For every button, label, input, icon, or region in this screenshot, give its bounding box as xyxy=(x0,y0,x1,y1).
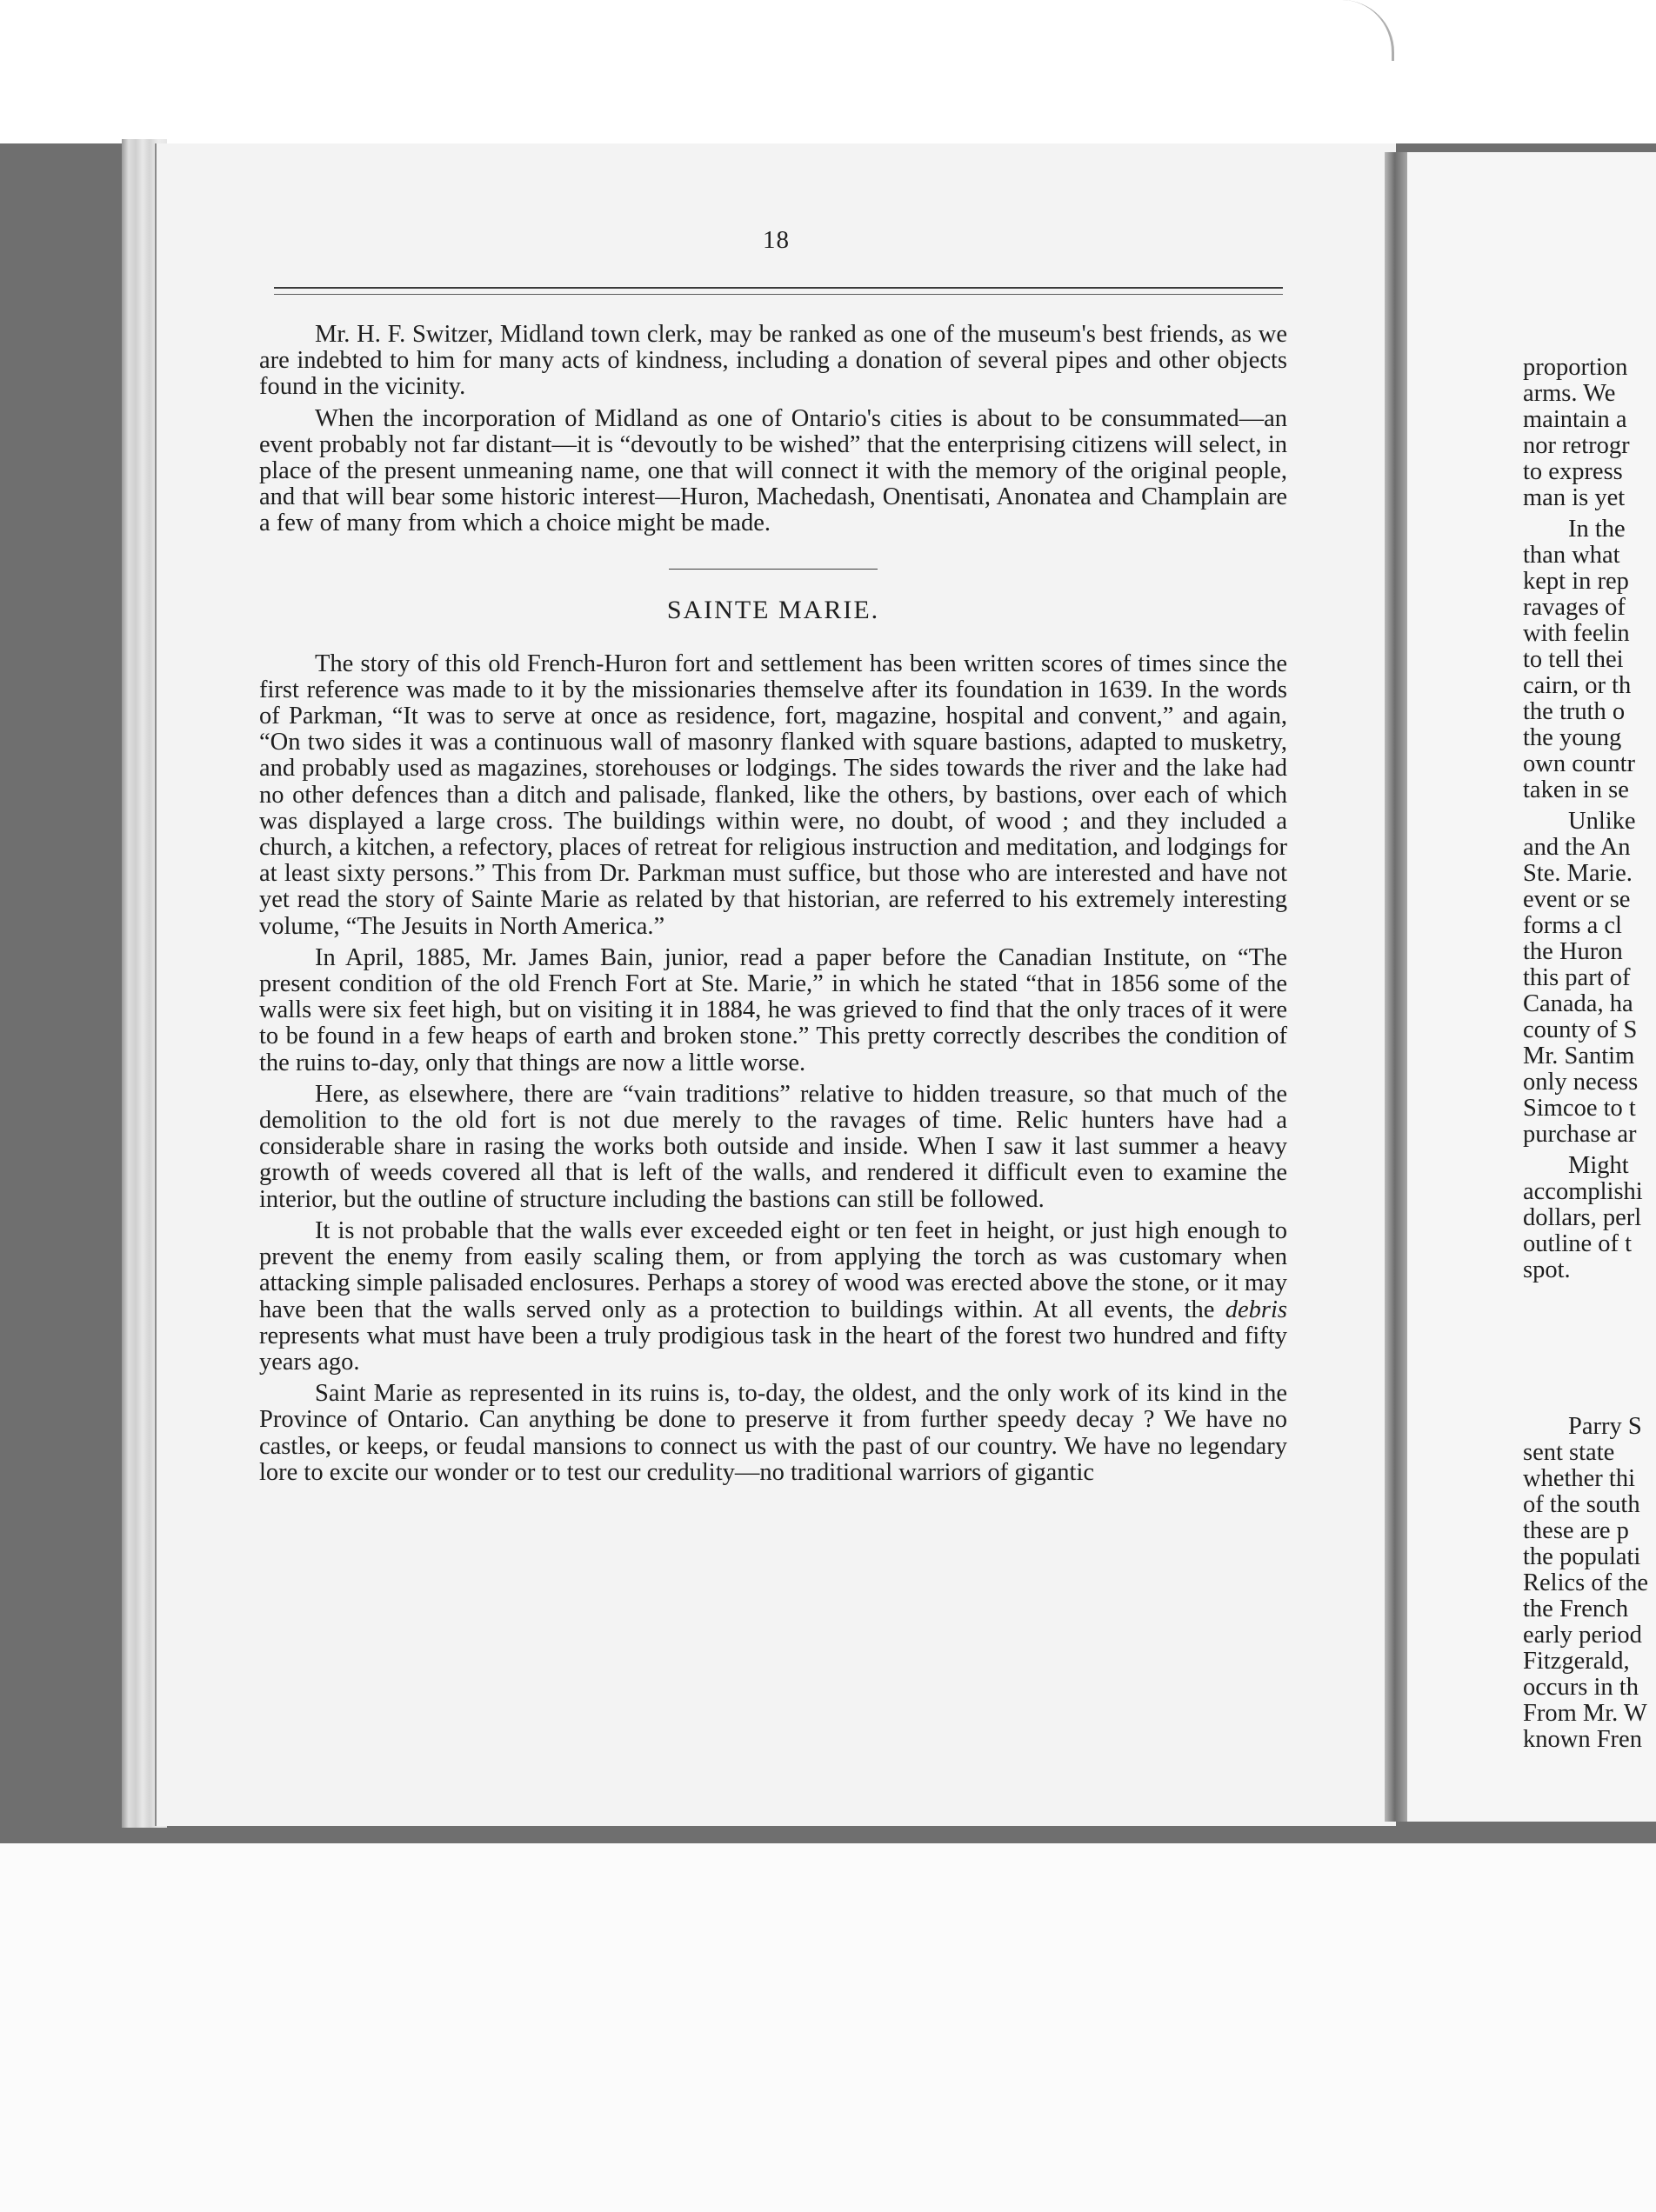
fragment-line: Relics of the xyxy=(1523,1569,1649,1596)
fragment-line: nor retrogr xyxy=(1523,432,1630,459)
emphasis-word: debris xyxy=(1225,1296,1287,1323)
fragment-line: Fitzgerald, xyxy=(1523,1648,1630,1675)
scan-top-margin xyxy=(0,0,1656,143)
scan-bottom-margin xyxy=(0,1843,1656,2212)
paragraph: When the incorporation of Midland as one of Ontario's cities is about to be consummated—an event probably not far distant—it is “devoutly to be wished” that the enterprising citizens will select, in place of the present unmeaning name, one that will connect it with the memory of the original people, and that will bear some historic interest—Huron, Machedash, Onentisati, Anonatea and Champlain are a few of many from which a choice might be made. xyxy=(259,404,1287,537)
fragment-line: than what xyxy=(1523,542,1620,569)
paragraph: The story of this old French-Huron fort and settlement has been written scores of times since the first reference was made to it by the missionaries themselve after its foundation in 1639. In the words of Parkman, “It was to serve at once as residence, fort, magazine, hospital and convent,” and again, “On two sides it was a continuous wall of masonry flanked with square bastions, adapted to musketry, and probably used as magazines, storehouses or lodgings. The sides towards the river and the lake had no other defences than a ditch and palisade, flanked, like the others, by bastions, over each of which was displayed a large cross. The buildings within were, no doubt, of wood ; and they included a church, a kitchen, a refectory, places of retreat for religious instruction and meditation, and lodgings for at least sixty persons.” This from Dr. Parkman must suffice, but those who are interested and have not yet read the story of Sainte Marie as related by that historian, are referred to his extremely interesting volume, “The Jesuits in North America.” xyxy=(259,650,1287,940)
article-body xyxy=(259,322,1287,1491)
fragment-line: proportion xyxy=(1523,354,1628,381)
fragment-line: spot. xyxy=(1523,1256,1571,1283)
fragment-line: Ste. Marie. xyxy=(1523,860,1633,887)
paragraph: Here, as elsewhere, there are “vain traditions” relative to hidden treasure, so that much of the demolition to the old fort is not due merely to the ravages of time. Relic hunters have had a considerable share in rasing the works both outside and inside. When I saw it last summer a heavy growth of weeds covered all that is left of the walls, and rendered it difficult even to examine the interior, but the outline of structure including the bastions can still be followed. xyxy=(259,1080,1287,1213)
fragment-line: arms. We xyxy=(1523,380,1616,407)
fragment-line: county of S xyxy=(1523,1016,1638,1043)
fragment-line: event or se xyxy=(1523,886,1631,913)
paragraph: Saint Marie as represented in its ruins is, to-day, the oldest, and the only work of its kind in the Province of Ontario. Can anything be done to preserve it from further speedy decay ? We have no castles, or keeps, or feudal mansions to connect us with the past of our country. We have no legendary lore to excite our wonder or to test our credulity—no traditional warriors of gigantic xyxy=(259,1380,1287,1486)
fragment-line: the populati xyxy=(1523,1543,1641,1570)
fragment-line: From Mr. W xyxy=(1523,1700,1647,1727)
fragment-line: forms a cl xyxy=(1523,912,1622,939)
fragment-line: maintain a xyxy=(1523,406,1627,433)
fragment-line: outline of t xyxy=(1523,1230,1633,1257)
fragment-line: whether thi xyxy=(1523,1465,1636,1492)
fragment-line: man is yet xyxy=(1523,484,1626,511)
fragment-line: the Huron xyxy=(1523,938,1623,965)
fragment-line: and the An xyxy=(1523,834,1631,861)
fragment-line: the truth o xyxy=(1523,698,1626,725)
fragment-line: cairn, or th xyxy=(1523,672,1632,699)
fragment-line: sent state xyxy=(1523,1439,1615,1466)
fragment-line: known Fren xyxy=(1523,1726,1642,1753)
fragment-line: In the xyxy=(1568,516,1626,543)
book-gutter xyxy=(1385,152,1407,1822)
right-page-text xyxy=(1523,355,1656,1758)
section-title: SAINTE MARIE. xyxy=(666,595,880,624)
fragment-line: occurs in th xyxy=(1523,1674,1639,1701)
fragment-line: taken in se xyxy=(1523,776,1629,803)
fragment-line: the French xyxy=(1523,1596,1629,1622)
fragment-line: kept in rep xyxy=(1523,568,1629,595)
paragraph: It is not probable that the walls ever exceeded eight or ten feet in height, or just high enough to prevent the enemy from easily scaling them, or from applying the torch as was customary when attacking simple palisaded enclosures. Perhaps a storey of wood was erected above the stone, or it may have been that the walls served only as a protection to buildings within. At all events, the debris represents what must have been a truly prodigious task in the heart of the forest two hundred and fifty years ago. xyxy=(259,1216,1287,1376)
fragment-line: Parry S xyxy=(1568,1413,1642,1440)
header-rule xyxy=(274,287,1283,295)
fragment-line: dollars, perl xyxy=(1523,1204,1642,1231)
fragment-line: Might xyxy=(1568,1152,1629,1179)
fragment-line: only necess xyxy=(1523,1069,1639,1096)
section-divider xyxy=(669,569,878,570)
fragment-line: Simcoe to t xyxy=(1523,1095,1636,1122)
fragment-line: accomplishi xyxy=(1523,1178,1643,1205)
fragment-line: this part of xyxy=(1523,964,1631,991)
fragment-line: ravages of xyxy=(1523,594,1626,621)
fragment-line: Unlike xyxy=(1568,808,1636,835)
left-page xyxy=(155,143,1396,1826)
paragraph: In April, 1885, Mr. James Bain, junior, read a paper before the Canadian Institute, on “The present condition of the old French Fort at Ste. Marie,” in which he stated “that in 1856 some of the walls were six feet high, but on visiting it in 1884, he was grieved to find that the only traces of it were to be found in a few heaps of earth and broken stone.” This pretty correctly describes the condition of the ruins to-day, only that things are now a little worse. xyxy=(259,943,1287,1076)
fragment-line: Mr. Santim xyxy=(1523,1043,1635,1069)
fragment-line: the young xyxy=(1523,724,1622,751)
fragment-line: to express xyxy=(1523,458,1623,485)
paragraph: Mr. H. F. Switzer, Midland town clerk, may be ranked as one of the museum's best friends, as we are indebted to him for many acts of kindness, including a donation of several pipes and other objects found in the vicinity. xyxy=(259,321,1287,401)
right-page-fragment xyxy=(1407,152,1656,1822)
fragment-line: these are p xyxy=(1523,1517,1629,1544)
fragment-line: of the south xyxy=(1523,1491,1640,1518)
page-number: 18 xyxy=(763,226,790,254)
fragment-line: early period xyxy=(1523,1622,1642,1649)
fragment-line: own countr xyxy=(1523,750,1636,777)
fragment-line: to tell thei xyxy=(1523,646,1624,673)
fragment-line: Canada, ha xyxy=(1523,990,1633,1017)
fragment-line: with feelin xyxy=(1523,620,1630,647)
fragment-line: purchase ar xyxy=(1523,1121,1637,1148)
